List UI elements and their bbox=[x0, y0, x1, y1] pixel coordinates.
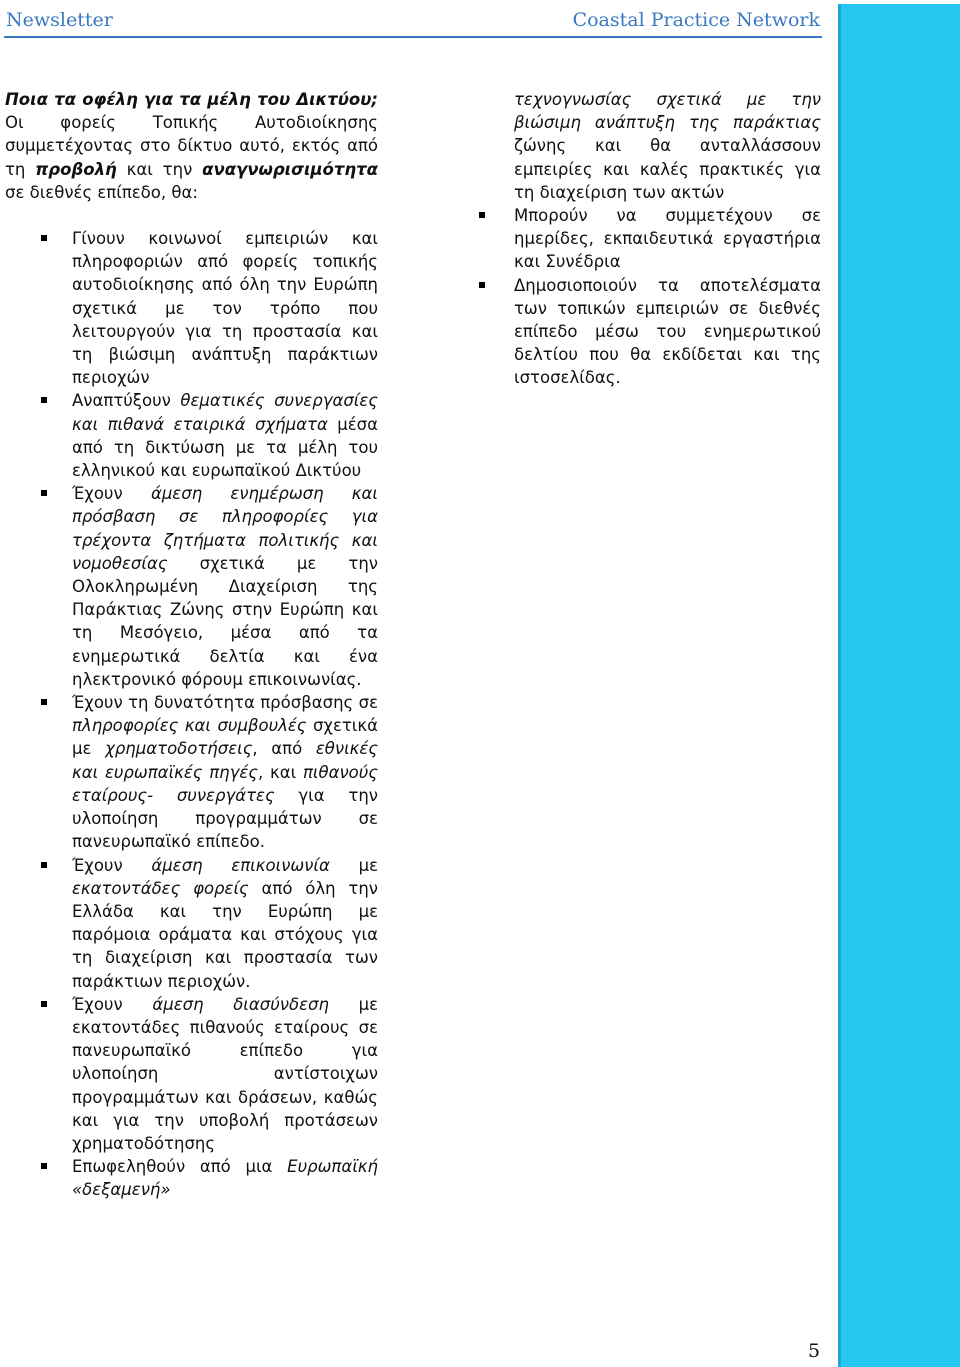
list-item: Αναπτύξουν θεματικές συνεργασίες και πιθανά εταιρικά σχήματα μέσα από τη δικτύωση με τα μέλη του ελληνικού και ευρωπαϊκού Δικτύου bbox=[5, 389, 378, 482]
square-bullet-icon bbox=[41, 235, 47, 241]
intro-paragraph: Ποια τα οφέλη για τα μέλη του Δικτύου; Οι φορείς Τοπικής Αυτοδιοίκησης συμμετέχοντας στο δίκτυο αυτό, εκτός από τη προβολή και την αναγνωρισιμότητα σε διεθνές επίπεδο, θα: bbox=[5, 90, 379, 202]
right-column bbox=[514, 88, 821, 390]
list-item: Έχουν τη δυνατότητα πρόσβασης σε πληροφορίες και συμβουλές σχετικά με χρηματοδοτήσεις, από εθνικές και ευρωπαϊκές πηγές, και πιθανούς εταίρους- συνεργάτες για την υλοποίηση προγραμμάτων σε πανευρωπαϊκό επίπεδο. bbox=[5, 691, 378, 853]
benefits-list-continued bbox=[514, 88, 821, 390]
square-bullet-icon bbox=[479, 282, 485, 288]
left-column bbox=[5, 88, 378, 1202]
square-bullet-icon bbox=[41, 1163, 47, 1169]
list-item: Έχουν άμεση ενημέρωση και πρόσβαση σε πληροφορίες για τρέχοντα ζητήματα πολιτικής και νομοθεσίας σχετικά με την Ολοκληρωμένη Διαχείριση της Παράκτιας Ζώνης στην Ευρώπη και τη Μεσόγειο, μέσα από τα ενημερωτικά δελτία και ένα ηλεκτρονικό φόρουμ επικοινωνίας. bbox=[5, 482, 378, 691]
side-color-band bbox=[838, 4, 960, 1367]
square-bullet-icon bbox=[41, 490, 47, 496]
square-bullet-icon bbox=[41, 699, 47, 705]
list-item: Επωφεληθούν από μια Ευρωπαϊκή «δεξαμενή» bbox=[5, 1155, 378, 1201]
list-item: Έχουν άμεση επικοινωνία με εκατοντάδες φορείς από όλη την Ελλάδα και την Ευρώπη με παρόμοια οράματα και στόχους για τη διαχείριση και προστασία των παράκτιων περιοχών. bbox=[5, 854, 378, 993]
list-item: Γίνουν κοινωνοί εμπειριών και πληροφοριών από φορείς τοπικής αυτοδιοίκησης από όλη την Ευρώπη σχετικά με τον τρόπο που λειτουργούν για τη προστασία και τη βιώσιμη ανάπτυξη παράκτιων περιοχών bbox=[5, 227, 378, 389]
list-item: Δημοσιοποιούν τα αποτελέσματα των τοπικών εμπειριών σε διεθνές επίπεδο μέσω του ενημερωτικού δελτίου που θα εκδίδεται και της ιστοσελίδας. bbox=[514, 274, 821, 390]
page-header bbox=[4, 6, 822, 38]
intro-heading: Ποια τα οφέλη για τα μέλη του Δικτύου; bbox=[5, 90, 378, 109]
square-bullet-icon bbox=[41, 1001, 47, 1007]
square-bullet-icon bbox=[41, 862, 47, 868]
page-number: 5 bbox=[808, 1340, 821, 1362]
header-newsletter: Newsletter bbox=[6, 9, 113, 31]
square-bullet-icon bbox=[41, 397, 47, 403]
header-network-name: Coastal Practice Network bbox=[572, 9, 820, 31]
square-bullet-icon bbox=[479, 212, 485, 218]
list-item: Μπορούν να συμμετέχουν σε ημερίδες, εκπαιδευτικά εργαστήρια και Συνέδρια bbox=[514, 204, 821, 274]
benefits-list bbox=[5, 227, 378, 1202]
list-item: Έχουν άμεση διασύνδεση με εκατοντάδες πιθανούς εταίρους σε πανευρωπαϊκό επίπεδο για υλοποίηση αντίστοιχων προγραμμάτων και δράσεων, καθώς και για την υποβολή προτάσεων χρηματοδότησης bbox=[5, 993, 378, 1155]
list-item: τεχνογνωσίας σχετικά με την βιώσιμη ανάπτυξη της παράκτιας ζώνης και θα ανταλλάσσουν εμπειρίες και καλές πρακτικές για τη διαχείριση των ακτών bbox=[514, 90, 821, 202]
